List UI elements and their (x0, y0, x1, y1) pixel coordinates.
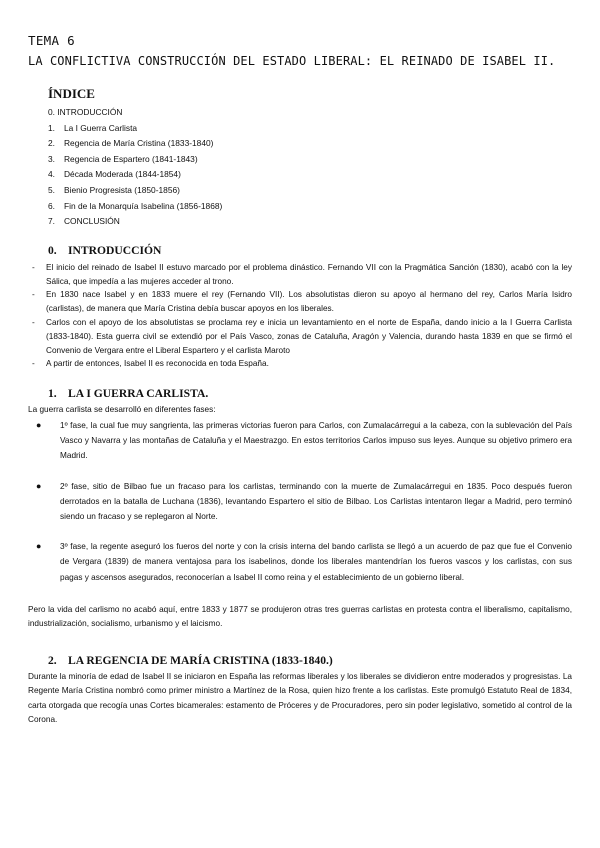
indice-heading: ÍNDICE (48, 86, 95, 101)
indice-item: 2. Regencia de María Cristina (1833-1840) (48, 138, 214, 149)
indice-item: 4. Década Moderada (1844-1854) (48, 169, 181, 180)
indice-item: 7. CONCLUSIÓN (48, 216, 120, 227)
section-heading-introduccion: 0. INTRODUCCIÓN (48, 243, 162, 257)
indice-item: 6. Fin de la Monarquía Isabelina (1856-1868) (48, 200, 223, 211)
introduccion-list (28, 261, 572, 371)
indice-item: 1. La I Guerra Carlista (48, 122, 138, 133)
section-paragraph: Durante la minoría de edad de Isabel II se iniciaron en España las reformas liberales y los liberales se dividieron entre moderados y progresistas. La Regente María Cristina nombró como primer ministro a Martínez de la Rosa, quien hizo frente a los carlistas. Este promulgó Estatuto Real de 1834, carta otorgada que recogía unas Cortes bicamerales: estamento de Próceres y de Procuradores, pero sin poder legislativo, sometido al control de la Corona. (28, 671, 572, 725)
list-item: ● 3º fase, la regente aseguró los fueros del norte y con la crisis interna del bando carlista se llegó a un acuerdo de paz que fue el Convenio de Vergara (1839) de manera ventajosa para los isabelinos, donde los liberales mantendrían los fueros vascos y los carlistas, con sus pagas y ascensos asegurados, reconocerían a Isabel II como reina y el establecimiento de un gobierno liberal. (28, 539, 572, 585)
tema-label: TEMA 6 (28, 33, 75, 48)
indice-item: 5. Bienio Progresista (1850-1856) (48, 184, 180, 195)
indice-list (48, 105, 572, 230)
bullet-icon: ● (36, 541, 42, 552)
section-intro: La guerra carlista se desarrolló en diferentes fases: (28, 405, 216, 415)
document-header (28, 32, 572, 70)
indice-item-intro: 0. INTRODUCCIÓN (48, 107, 123, 117)
section-heading-guerra-carlista: 1. LA I GUERRA CARLISTA. (48, 387, 209, 401)
list-item: ● 2º fase, sitio de Bilbao fue un fracaso para los carlistas, terminando con la muerte de Zumalacárregui en 1835. Poco después fueron derrotados en la batalla de Luchana (1836), levantando Espartero el sitio de Bilbao. Los Carlistas intentaron llegar a Madrid, pero terminó siendo un fracaso y se replegaron al Norte. (28, 479, 572, 525)
list-item: - A partir de entonces, Isabel II es reconocida en toda España. (32, 359, 269, 369)
tema-title: LA CONFLICTIVA CONSTRUCCIÓN DEL ESTADO LIBERAL: EL REINADO DE ISABEL II. (28, 54, 556, 68)
list-item: ● 1º fase, la cual fue muy sangrienta, las primeras victorias fueron para Carlos, con Zumalacárregui a la cabeza, con la sublevación del País Vasco y Navarra y las montañas de Cataluña y el Maestrazgo. En estos territorios Carlos impuso sus leyes. Aunque su objetivo primero era Madrid. (28, 418, 572, 464)
list-item: - Carlos con el apoyo de los absolutistas se proclama rey e inicia un levantamiento en el norte de España, dando inicio a la I Guerra Carlista (1833-1840). Esta guerra civil se extendió por el País Vasco, zonas de Cataluña, Aragón y Valencia, durando hasta 1839 en que se firmó el Convenio de Vergara entre el Liberal Espartero y el carlista Maroto (32, 317, 572, 355)
list-item: - El inicio del reinado de Isabel II estuvo marcado por el problema dinástico. Fernando VII con la Pragmática Sanción (1830), acabó con la ley Sálica, que impedía a las mujeres acceder al trono. (32, 262, 572, 286)
bullet-icon: ● (36, 419, 42, 430)
indice-item: 3. Regencia de Espartero (1841-1843) (48, 153, 198, 164)
list-item: - En 1830 nace Isabel y en 1833 muere el rey (Fernando VII). Los absolutistas dieron su apoyo al hermano del rey, Carlos María Isidro (carlistas), de manera que María Cristina debía buscar apoyos en los liberales. (32, 290, 572, 314)
bullet-icon: ● (36, 480, 42, 491)
section-heading-regencia: 2. LA REGENCIA DE MARÍA CRISTINA (1833-1840.) (48, 653, 333, 667)
section-paragraph: Pero la vida del carlismo no acabó aquí, entre 1833 y 1877 se produjeron otras tres guerras carlistas en protesta contra el liberalismo, capitalismo, industrialización, socialismo, urbanismo y el laicismo. (28, 604, 572, 629)
